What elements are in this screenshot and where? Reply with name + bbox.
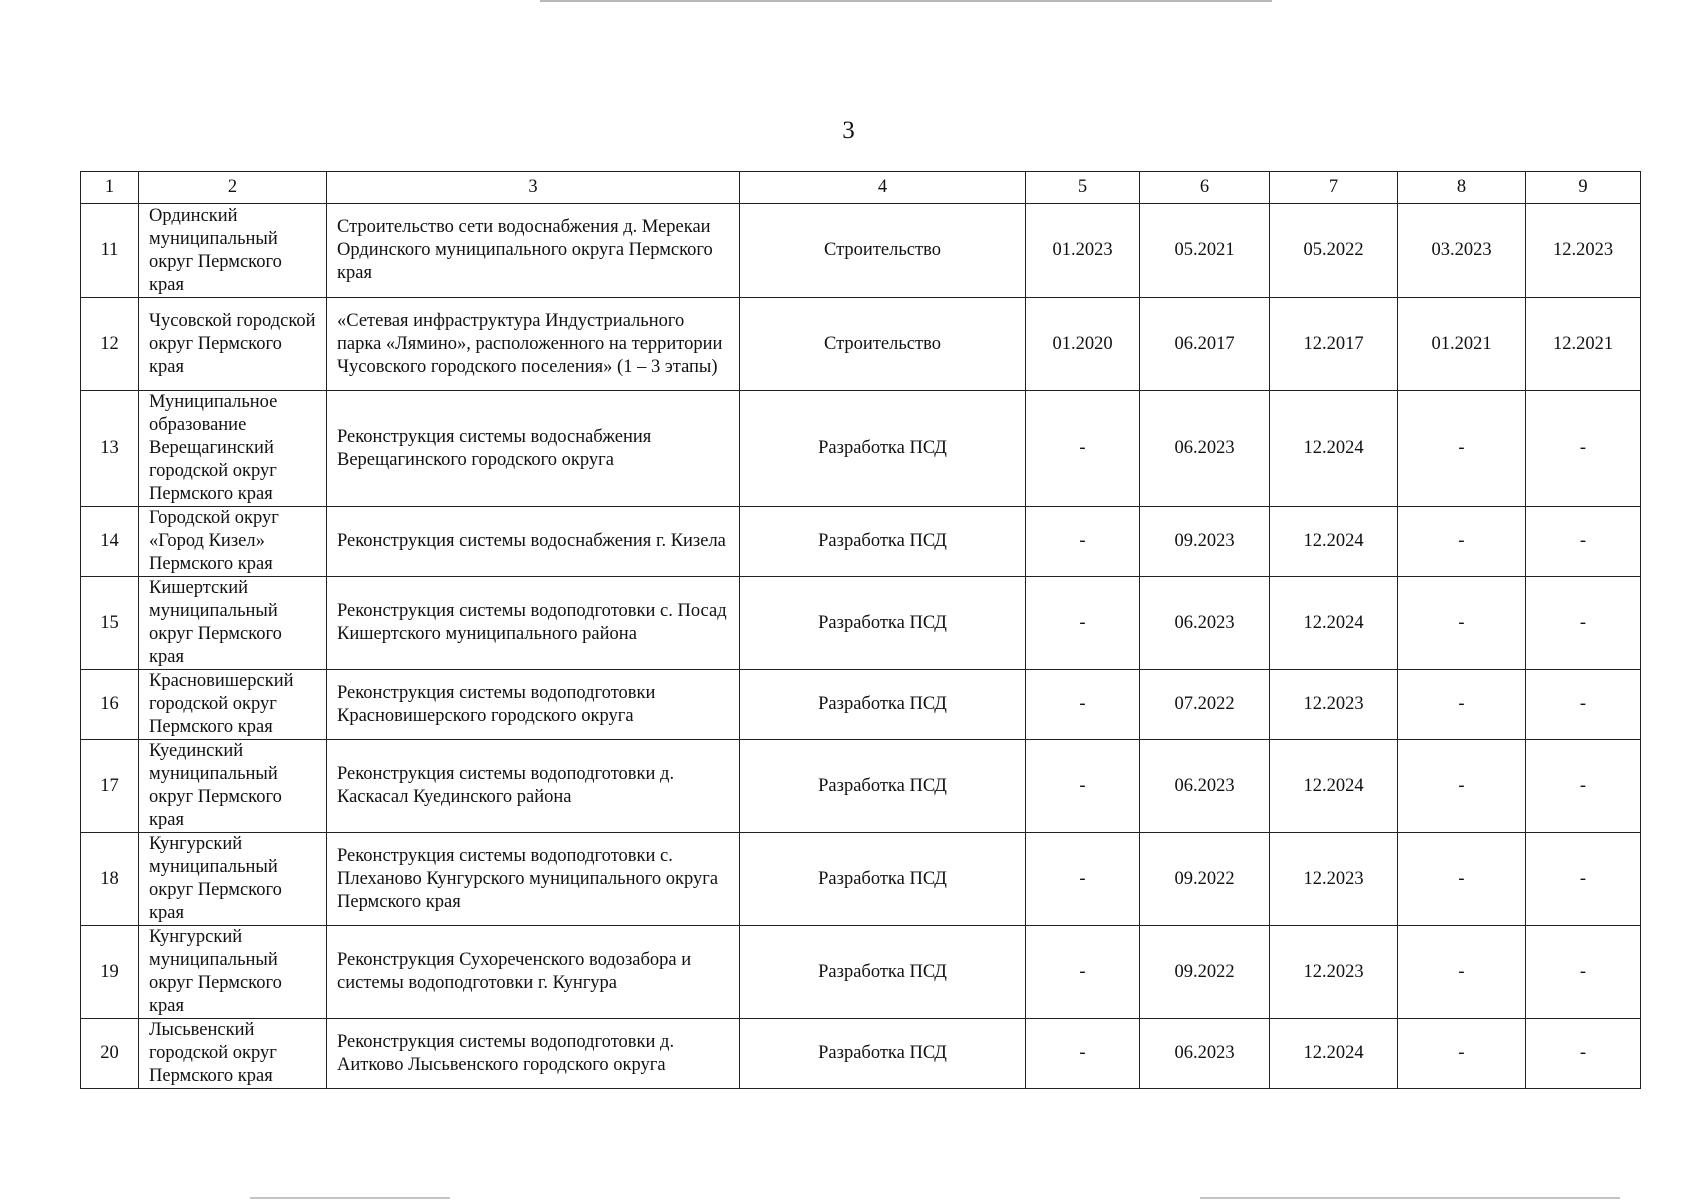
municipality-cell: Кунгурский муниципальный округ Пермского края — [139, 926, 327, 1019]
col7-cell: 12.2024 — [1270, 1019, 1398, 1089]
col7-cell: 12.2024 — [1270, 740, 1398, 833]
municipality-cell: Чусовской городской округ Пермского края — [139, 298, 327, 391]
col8-cell: - — [1398, 577, 1526, 670]
row-number: 18 — [81, 833, 139, 926]
work-type-cell: Строительство — [740, 298, 1026, 391]
work-type-cell: Разработка ПСД — [740, 926, 1026, 1019]
work-type-cell: Разработка ПСД — [740, 391, 1026, 507]
work-type-cell: Разработка ПСД — [740, 1019, 1026, 1089]
municipality-cell: Лысьвенский городской округ Пермского края — [139, 1019, 327, 1089]
object-cell: Реконструкция системы водоснабжения г. Кизела — [327, 507, 740, 577]
object-cell: «Сетевая инфраструктура Индустриального парка «Лямино», расположенного на территории Чусовского городского поселения» (1 – 3 этапы) — [327, 298, 740, 391]
col7-cell: 12.2024 — [1270, 507, 1398, 577]
row-number: 11 — [81, 204, 139, 298]
table-row — [81, 577, 1641, 670]
row-number: 20 — [81, 1019, 139, 1089]
header-col-2: 2 — [139, 172, 327, 204]
row-number: 19 — [81, 926, 139, 1019]
header-col-9: 9 — [1526, 172, 1641, 204]
col5-cell: - — [1026, 833, 1140, 926]
page-number: 3 — [842, 117, 855, 144]
table-row — [81, 740, 1641, 833]
col6-cell: 06.2023 — [1140, 740, 1270, 833]
header-col-8: 8 — [1398, 172, 1526, 204]
table-row — [81, 391, 1641, 507]
scan-edge-top — [540, 0, 1272, 2]
col8-cell: - — [1398, 1019, 1526, 1089]
table-row — [81, 833, 1641, 926]
object-cell: Реконструкция системы водоснабжения Верещагинского городского округа — [327, 391, 740, 507]
col7-cell: 12.2024 — [1270, 391, 1398, 507]
col5-cell: 01.2023 — [1026, 204, 1140, 298]
scan-edge-bottom-right — [1200, 1197, 1620, 1199]
col9-cell: - — [1526, 577, 1641, 670]
work-type-cell: Разработка ПСД — [740, 507, 1026, 577]
header-col-5: 5 — [1026, 172, 1140, 204]
col5-cell: - — [1026, 577, 1140, 670]
municipality-cell: Красновишерский городской округ Пермского края — [139, 670, 327, 740]
col6-cell: 09.2023 — [1140, 507, 1270, 577]
row-number: 17 — [81, 740, 139, 833]
municipality-cell: Ординский муниципальный округ Пермского края — [139, 204, 327, 298]
col5-cell: - — [1026, 1019, 1140, 1089]
col9-cell: 12.2023 — [1526, 204, 1641, 298]
col7-cell: 12.2017 — [1270, 298, 1398, 391]
work-type-cell: Разработка ПСД — [740, 740, 1026, 833]
col9-cell: 12.2021 — [1526, 298, 1641, 391]
col5-cell: - — [1026, 670, 1140, 740]
header-col-6: 6 — [1140, 172, 1270, 204]
col5-cell: - — [1026, 740, 1140, 833]
table-row — [81, 507, 1641, 577]
work-type-cell: Строительство — [740, 204, 1026, 298]
table-header-row — [81, 172, 1641, 204]
projects-table — [80, 171, 1641, 1089]
col5-cell: - — [1026, 926, 1140, 1019]
header-col-3: 3 — [327, 172, 740, 204]
municipality-cell: Кунгурский муниципальный округ Пермского края — [139, 833, 327, 926]
row-number: 14 — [81, 507, 139, 577]
col7-cell: 12.2023 — [1270, 926, 1398, 1019]
col8-cell: - — [1398, 926, 1526, 1019]
work-type-cell: Разработка ПСД — [740, 577, 1026, 670]
col8-cell: 01.2021 — [1398, 298, 1526, 391]
col9-cell: - — [1526, 740, 1641, 833]
table-row — [81, 1019, 1641, 1089]
col8-cell: - — [1398, 740, 1526, 833]
col5-cell: 01.2020 — [1026, 298, 1140, 391]
object-cell: Реконструкция системы водоподготовки д. Каскасал Куединского района — [327, 740, 740, 833]
scan-edge-bottom-left — [250, 1197, 450, 1199]
col9-cell: - — [1526, 833, 1641, 926]
object-cell: Реконструкция системы водоподготовки Красновишерского городского округа — [327, 670, 740, 740]
object-cell: Реконструкция системы водоподготовки д. Аитково Лысьвенского городского округа — [327, 1019, 740, 1089]
col6-cell: 05.2021 — [1140, 204, 1270, 298]
municipality-cell: Муниципальное образование Верещагинский городской округ Пермского края — [139, 391, 327, 507]
col6-cell: 06.2023 — [1140, 577, 1270, 670]
table-row — [81, 298, 1641, 391]
col8-cell: - — [1398, 833, 1526, 926]
col6-cell: 09.2022 — [1140, 926, 1270, 1019]
object-cell: Строительство сети водоснабжения д. Мерекаи Ординского муниципального округа Пермского края — [327, 204, 740, 298]
col7-cell: 12.2023 — [1270, 833, 1398, 926]
object-cell: Реконструкция системы водоподготовки с. Плеханово Кунгурского муниципального округа Пермского края — [327, 833, 740, 926]
work-type-cell: Разработка ПСД — [740, 670, 1026, 740]
row-number: 16 — [81, 670, 139, 740]
row-number: 15 — [81, 577, 139, 670]
work-type-cell: Разработка ПСД — [740, 833, 1026, 926]
municipality-cell: Городской округ «Город Кизел» Пермского края — [139, 507, 327, 577]
col5-cell: - — [1026, 391, 1140, 507]
municipality-cell: Куединский муниципальный округ Пермского края — [139, 740, 327, 833]
object-cell: Реконструкция Сухореченского водозабора и системы водоподготовки г. Кунгура — [327, 926, 740, 1019]
col9-cell: - — [1526, 1019, 1641, 1089]
col8-cell: - — [1398, 507, 1526, 577]
object-cell: Реконструкция системы водоподготовки с. Посад Кишертского муниципального района — [327, 577, 740, 670]
row-number: 13 — [81, 391, 139, 507]
col8-cell: 03.2023 — [1398, 204, 1526, 298]
col6-cell: 06.2017 — [1140, 298, 1270, 391]
col9-cell: - — [1526, 507, 1641, 577]
col6-cell: 06.2023 — [1140, 1019, 1270, 1089]
col8-cell: - — [1398, 670, 1526, 740]
table-row — [81, 204, 1641, 298]
col5-cell: - — [1026, 507, 1140, 577]
col6-cell: 06.2023 — [1140, 391, 1270, 507]
col7-cell: 05.2022 — [1270, 204, 1398, 298]
header-col-1: 1 — [81, 172, 139, 204]
table-row — [81, 926, 1641, 1019]
municipality-cell: Кишертский муниципальный округ Пермского края — [139, 577, 327, 670]
col6-cell: 09.2022 — [1140, 833, 1270, 926]
table-row — [81, 670, 1641, 740]
col9-cell: - — [1526, 670, 1641, 740]
col6-cell: 07.2022 — [1140, 670, 1270, 740]
col9-cell: - — [1526, 926, 1641, 1019]
row-number: 12 — [81, 298, 139, 391]
col9-cell: - — [1526, 391, 1641, 507]
col7-cell: 12.2024 — [1270, 577, 1398, 670]
header-col-7: 7 — [1270, 172, 1398, 204]
header-col-4: 4 — [740, 172, 1026, 204]
col7-cell: 12.2023 — [1270, 670, 1398, 740]
col8-cell: - — [1398, 391, 1526, 507]
